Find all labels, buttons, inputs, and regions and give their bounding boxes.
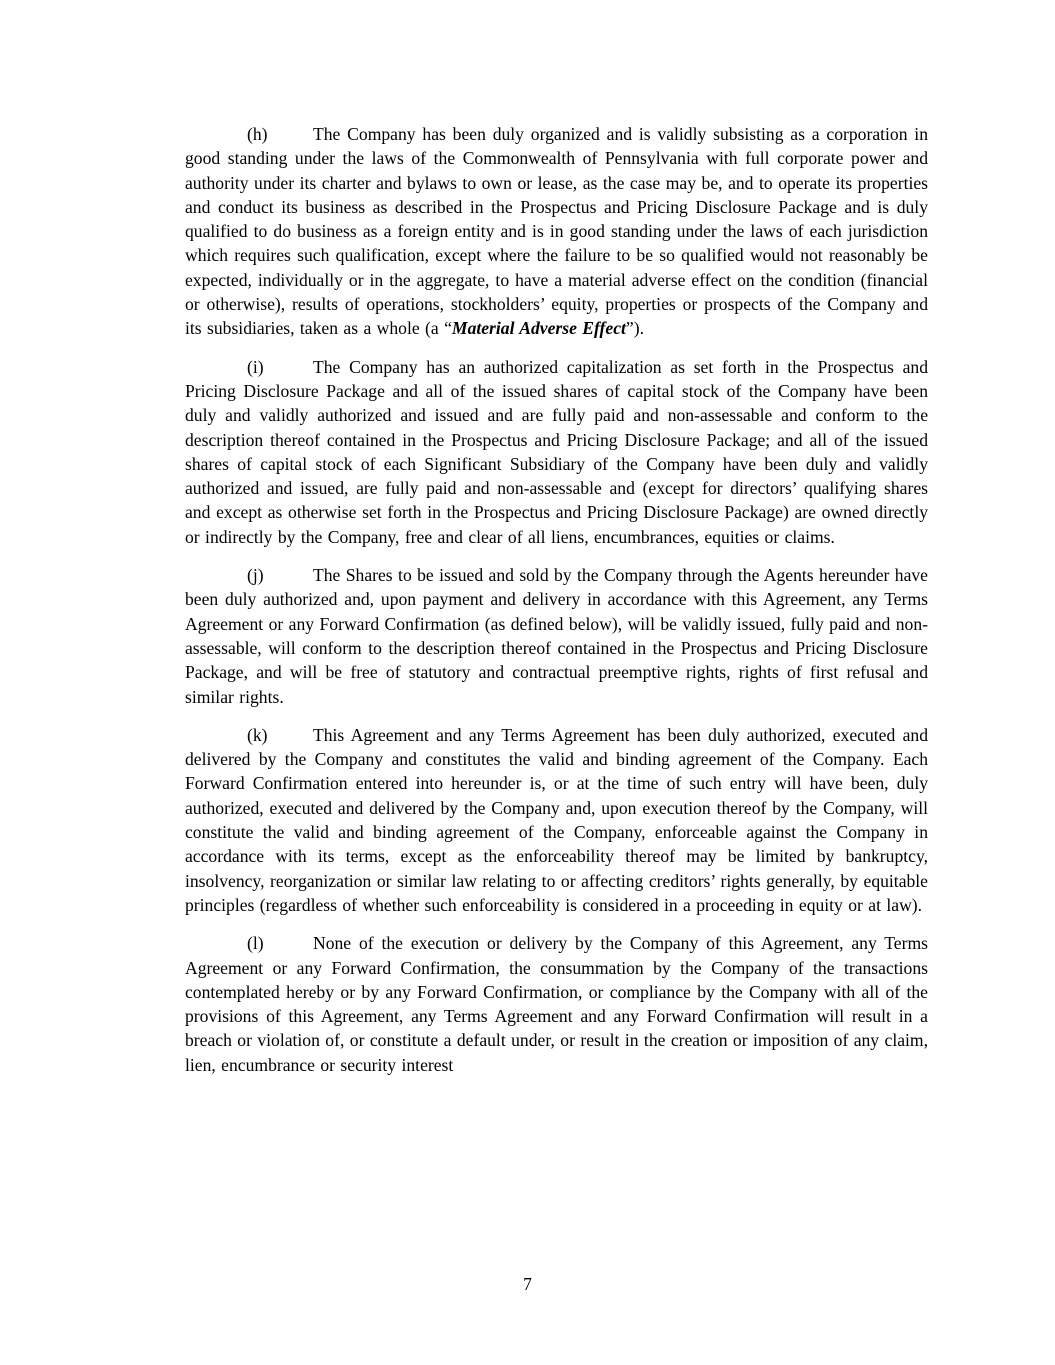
document-body xyxy=(185,122,928,1091)
paragraph-h xyxy=(185,122,928,341)
paragraph-h-label: (h) xyxy=(247,124,268,144)
paragraph-k xyxy=(185,723,928,917)
paragraph-l xyxy=(185,931,928,1077)
paragraph-j xyxy=(185,563,928,709)
paragraph-i xyxy=(185,355,928,549)
paragraph-i-label: (i) xyxy=(247,356,264,377)
paragraph-k-text: This Agreement and any Terms Agreement has been duly authorized, executed and delivered by the Company and constitutes the valid and binding agreement of the Company. Each Forward Confirmation entered into hereunder is, or at the time of such entry will have been, duly authorized, executed and delivered by the Company and, upon execution thereof by the Company, will constitute the valid and binding agreement of the Company, enforceable against the Company in accordance with its terms, except as the enforceability thereof may be limited by bankruptcy, insolvency, reorganization or similar law relating to or affecting creditors’ rights generally, by equitable principles (regardless of whether such enforceability is considered in a proceeding in equity or at law). xyxy=(185,724,928,915)
paragraph-j-text: The Shares to be issued and sold by the Company through the Agents hereunder have been duly authorized and, upon payment and delivery in accordance with this Agreement, any Terms Agreement or any Forward Confirmation (as defined below), will be validly issued, fully paid and non-assessable, will conform to the description thereof contained in the Prospectus and Pricing Disclosure Package, and will be free of statutory and contractual preemptive rights, rights of first refusal and similar rights. xyxy=(185,565,928,707)
paragraph-i-text: The Company has an authorized capitalization as set forth in the Prospectus and Pricing Disclosure Package and all of the issued shares of capital stock of the Company have been duly and validly authorized and issued and are fully paid and non-assessable and conform to the description thereof contained in the Prospectus and Pricing Disclosure Package; and all of the issued shares of capital stock of each Significant Subsidiary of the Company have been duly and validly authorized and issued, are fully paid and non-assessable and (except for directors’ qualifying shares and except as otherwise set forth in the Prospectus and Pricing Disclosure Package) are owned directly or indirectly by the Company, free and clear of all liens, encumbrances, equities or claims. xyxy=(185,356,928,547)
page-number: 7 xyxy=(523,1274,532,1294)
paragraph-k-label: (k) xyxy=(247,724,268,745)
paragraph-l-label: (l) xyxy=(247,933,264,954)
paragraph-l-text: None of the execution or delivery by the Company of this Agreement, any Terms Agreement or any Forward Confirmation, the consummation by the Company of the transactions contemplated hereby or by any Forward Confirmation, or compliance by the Company with all of the provisions of this Agreement, any Terms Agreement and any Forward Confirmation will result in a breach or violation of, or constitute a default under, or result in the creation or imposition of any claim, lien, encumbrance or security interest xyxy=(185,933,928,1075)
paragraph-h-text: The Company has been duly organized and is validly subsisting as a corporation in good standing under the laws of the Commonwealth of Pennsylvania with full corporate power and authority under its charter and bylaws to own or lease, as the case may be, and to operate its properties and conduct its business as described in the Prospectus and Pricing Disclosure Package and is duly qualified to do business as a foreign entity and is in good standing under the laws of each jurisdiction which requires such qualification, except where the failure to be so qualified would not reasonably be expected, individually or in the aggregate, to have a material adverse effect on the condition (financial or otherwise), results of operations, stockholders’ equity, properties or prospects of the Company and its subsidiaries, taken as a whole (a “Material Adverse Effect”). xyxy=(185,124,928,339)
paragraph-j-label: (j) xyxy=(247,565,264,586)
